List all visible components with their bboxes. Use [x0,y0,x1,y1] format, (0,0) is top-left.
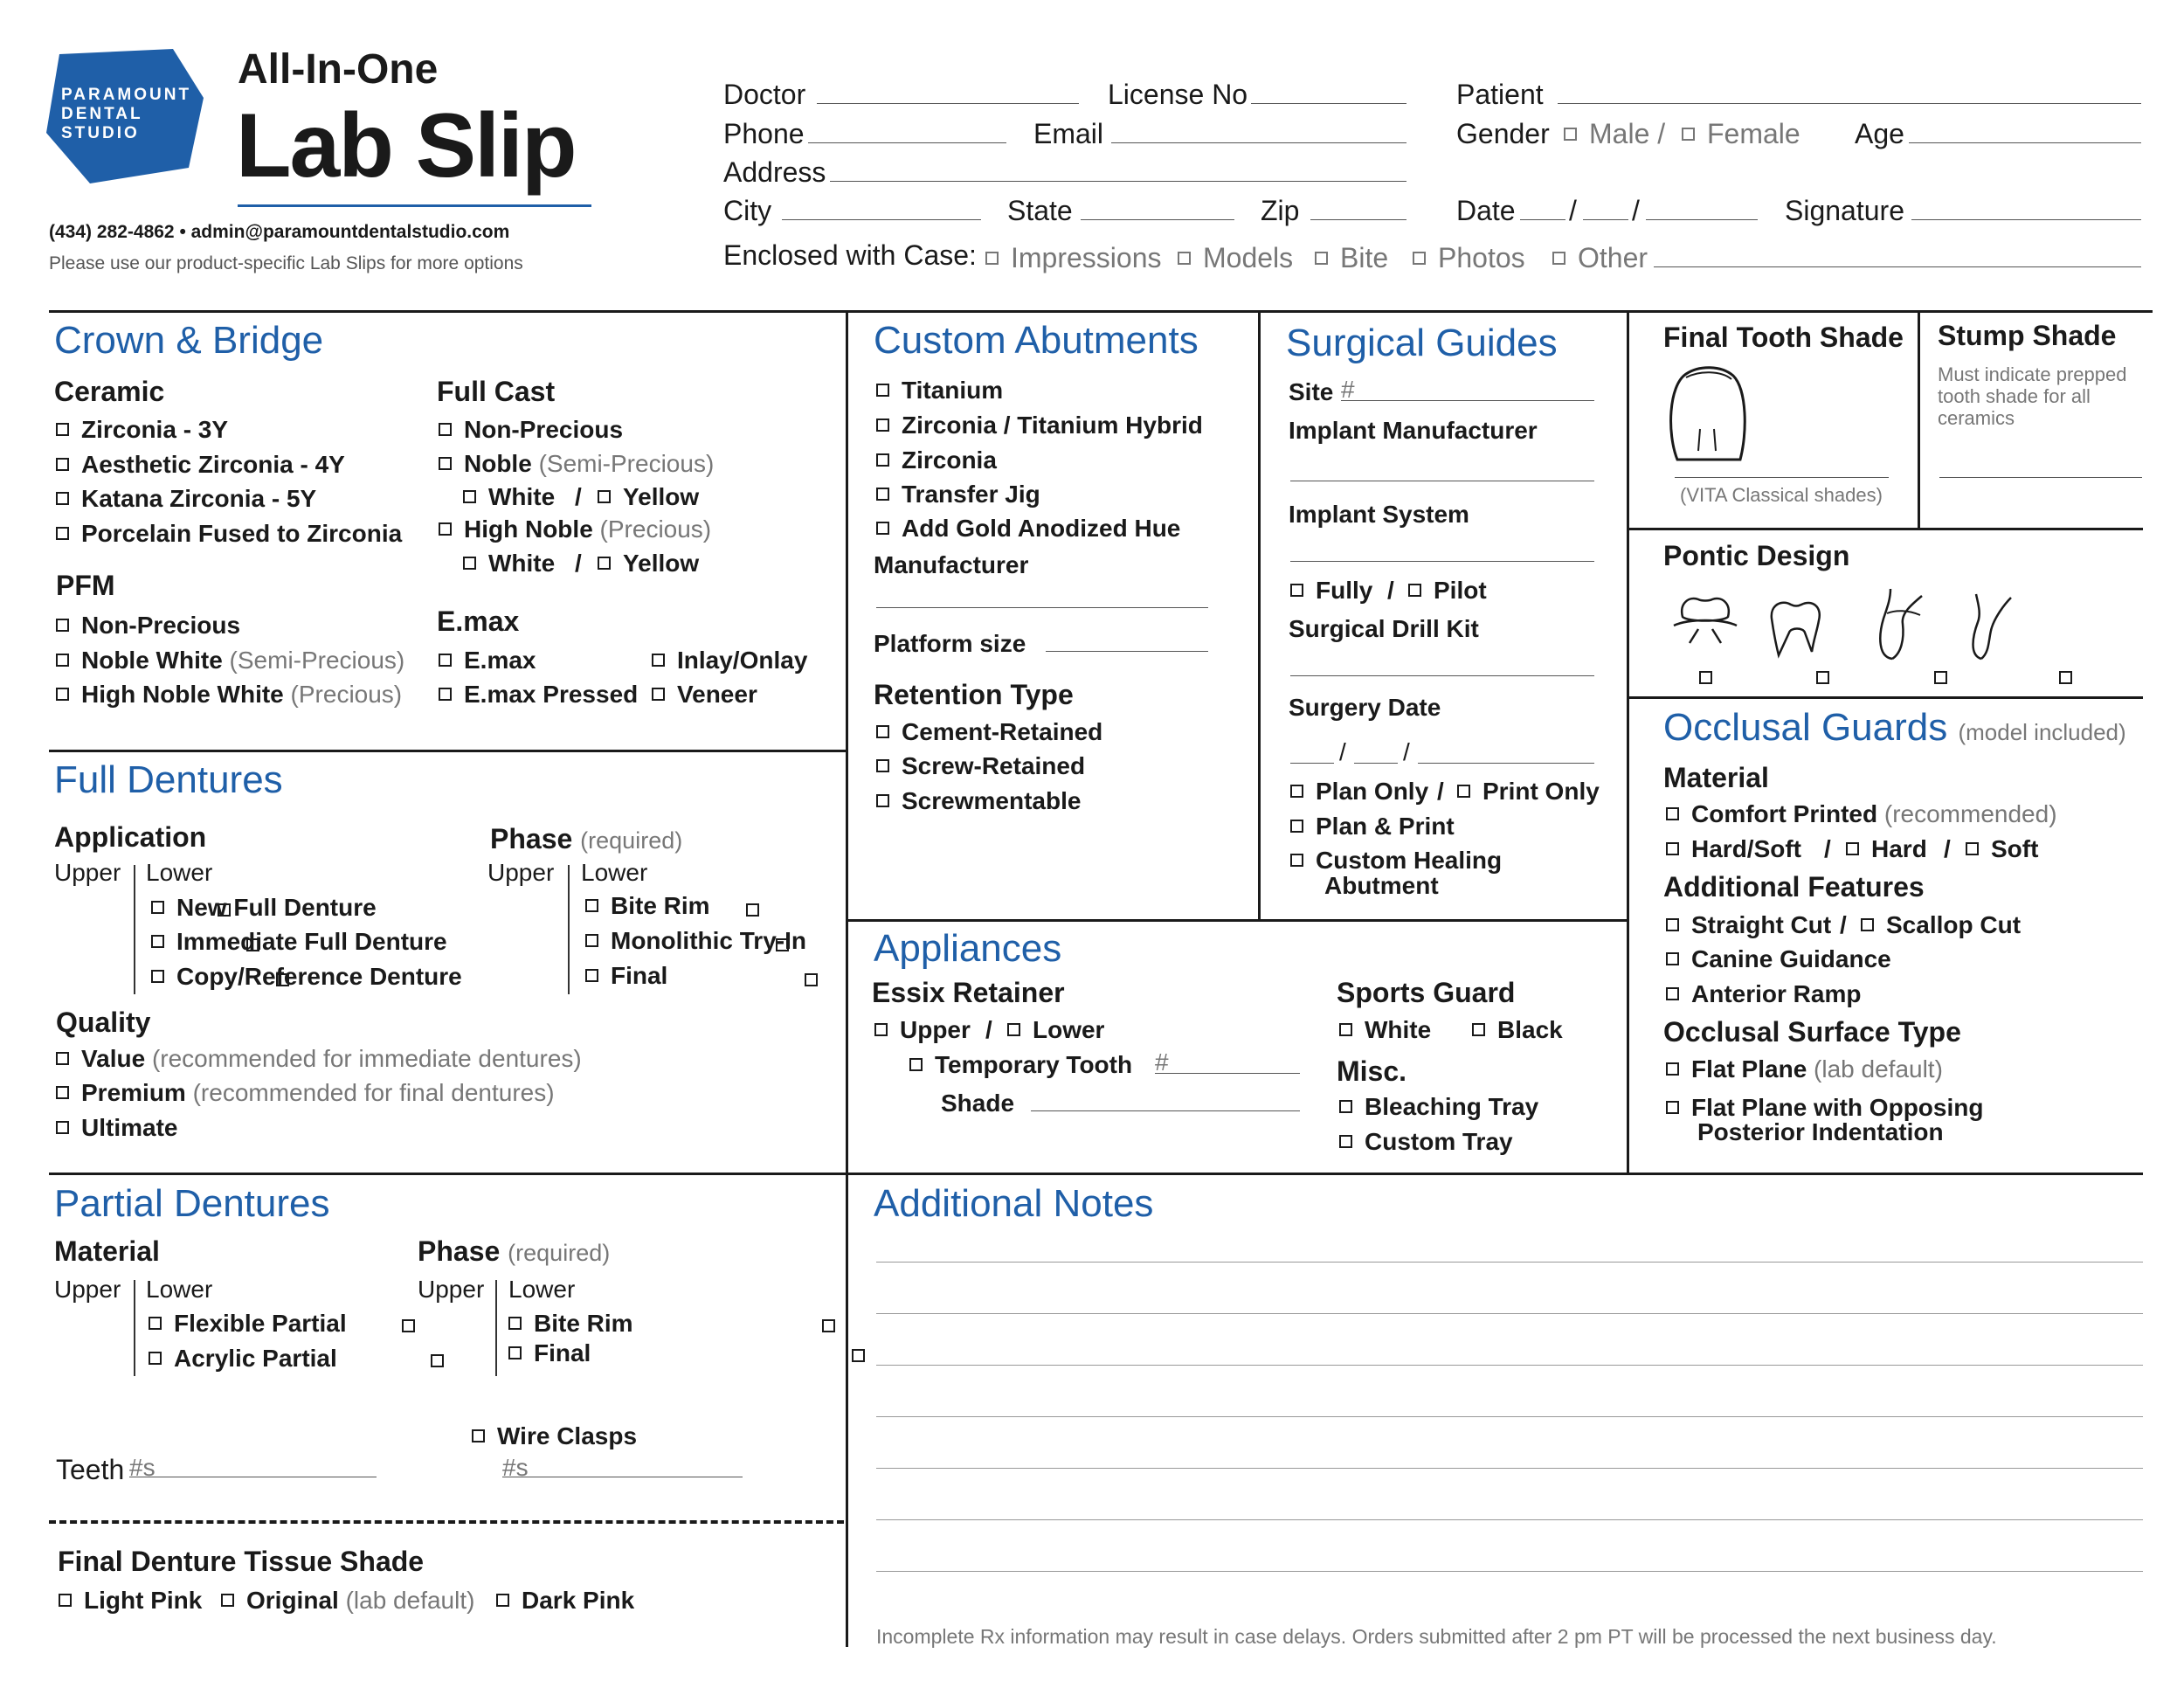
option-plan-only[interactable]: Plan Only [1290,778,1428,806]
option-veneer[interactable]: Veneer [652,681,757,709]
slash: / [575,483,582,510]
surgery-year-field[interactable] [1418,763,1594,764]
flat-opposing-line2: Posterior Indentation [1697,1118,1944,1145]
option-comfort-printed[interactable]: Comfort Printed (recommended) [1666,800,2057,828]
custom-healing-line2: Abutment [1324,872,1439,899]
option-high-noble-yellow[interactable]: Yellow [598,550,699,578]
license-label: License No [1108,79,1248,110]
slash: / [1840,911,1847,938]
signature-field[interactable] [1911,219,2141,220]
manufacturer-label: Manufacturer [874,551,1029,578]
ceramic-heading: Ceramic [54,376,165,407]
option-pfz[interactable]: Porcelain Fused to Zirconia [56,520,402,548]
phone-field[interactable] [808,142,1006,143]
crown-bridge-title: Crown & Bridge [54,319,324,362]
slash: / [1437,778,1444,805]
phase-heading: Phase (required) [418,1235,611,1267]
notes-line[interactable] [876,1365,2143,1366]
option-high-noble-white-pfm[interactable]: High Noble White (Precious) [56,681,402,709]
column-divider [134,1280,135,1376]
application-heading: Application [54,821,207,853]
option-noble-white[interactable]: White [463,483,555,511]
phase-heading: Phase (required) [490,823,683,854]
option-noble-yellow[interactable]: Yellow [598,483,699,511]
option-bleaching-tray[interactable]: Bleaching Tray [1339,1093,1538,1121]
site-field[interactable] [1341,400,1594,401]
option-scallop-cut[interactable]: Scallop Cut [1861,911,2021,939]
option-final[interactable]: Final [585,962,667,990]
city-field[interactable] [782,219,981,220]
zip-label: Zip [1261,195,1300,226]
occlusal-surface-heading: Occlusal Surface Type [1663,1016,1961,1048]
partial-dentures-title: Partial Dentures [54,1182,330,1225]
option-print-only[interactable]: Print Only [1457,778,1600,806]
state-field[interactable] [1081,219,1234,220]
city-label: City [723,195,772,226]
date-sep: / [1403,738,1410,765]
additional-notes-title: Additional Notes [874,1182,1154,1225]
option-high-noble-white[interactable]: White [463,550,555,578]
pontic-ridge-lap-checkbox[interactable] [1934,671,1947,684]
option-copy-denture[interactable]: Copy/Reference Denture [151,963,462,991]
dashed-divider [49,1520,844,1524]
title-small: All-In-One [238,46,439,93]
enclosed-other[interactable]: Other [1552,242,1648,274]
implant-manufacturer-label: Implant Manufacturer [1289,417,1538,444]
date-sep-1: / [1569,195,1577,226]
grid-divider-surgical [1258,310,1261,922]
option-partial-final[interactable]: Final [508,1339,591,1367]
vita-note: (VITA Classical shades) [1680,484,1883,506]
option-inlay-onlay[interactable]: Inlay/Onlay [652,647,807,675]
material-heading: Material [1663,762,1769,793]
option-pilot[interactable]: Pilot [1408,577,1487,605]
option-soft[interactable]: Soft [1966,835,2038,863]
grid-divider-main [846,310,848,1647]
enclosed-models[interactable]: Models [1178,242,1293,274]
option-canine-guidance[interactable]: Canine Guidance [1666,945,1891,973]
surgery-date-label: Surgery Date [1289,694,1441,721]
option-zirconia-ti-hybrid[interactable]: Zirconia / Titanium Hybrid [876,412,1203,439]
state-label: State [1007,195,1073,226]
patient-label: Patient [1456,79,1544,110]
option-zirconia-3y[interactable]: Zirconia - 3Y [56,416,228,444]
grid-top-rule [49,310,2153,313]
teeth-hash: #s [129,1454,156,1481]
slash: / [1824,835,1831,862]
temp-tooth-field[interactable] [1155,1073,1300,1074]
option-dark-pink[interactable]: Dark Pink [496,1587,634,1615]
slash: / [1387,577,1394,604]
lower-label: Lower [508,1276,576,1303]
patient-field[interactable] [1558,103,2141,104]
stump-shade-field[interactable] [1939,477,2142,478]
grid-rule-crown [49,750,846,752]
upper-checkbox-bite-rim[interactable] [746,903,759,917]
appliances-title: Appliances [874,927,1062,970]
enclosed-impressions[interactable]: Impressions [985,242,1162,274]
pontic-ridge-lap-icon [1866,584,1927,662]
occlusal-guards-title: Occlusal Guards (model included) [1663,706,2126,749]
option-value[interactable]: Value (recommended for immediate dentures) [56,1045,582,1073]
full-cast-heading: Full Cast [437,376,556,407]
notes-line[interactable] [876,1416,2143,1417]
upper-label: Upper [54,1276,121,1303]
option-katana-zirconia[interactable]: Katana Zirconia - 5Y [56,485,316,513]
address-field[interactable] [830,181,1406,182]
upper-checkbox-flexible[interactable] [402,1319,415,1332]
notes-line[interactable] [876,1313,2143,1314]
option-partial-bite-rim[interactable]: Bite Rim [508,1310,633,1338]
option-gold-anodized[interactable]: Add Gold Anodized Hue [876,515,1180,543]
column-divider [134,865,135,994]
option-transfer-jig[interactable]: Transfer Jig [876,481,1040,508]
enclosed-photos[interactable]: Photos [1413,242,1525,274]
notes-line[interactable] [876,1262,2143,1263]
upper-label: Upper [487,859,555,886]
option-anterior-ramp[interactable]: Anterior Ramp [1666,980,1861,1008]
option-high-noble[interactable]: High Noble (Precious) [439,515,711,543]
option-sports-black[interactable]: Black [1472,1016,1563,1044]
option-temporary-tooth[interactable]: Temporary Tooth [909,1051,1132,1079]
option-acrylic-partial[interactable]: Acrylic Partial [149,1345,337,1373]
notes-line[interactable] [876,1468,2143,1469]
option-original[interactable]: Original (lab default) [221,1587,474,1615]
notes-line[interactable] [876,1571,2143,1572]
age-label: Age [1855,118,1904,149]
grid-rule-lower [49,1173,2143,1175]
slash: / [575,550,582,577]
option-aesthetic-zirconia[interactable]: Aesthetic Zirconia - 4Y [56,451,345,479]
license-field[interactable] [1251,103,1406,104]
option-hard[interactable]: Hard [1846,835,1927,863]
date-sep: / [1339,738,1346,765]
tooth-shade-field[interactable] [1675,477,1889,478]
custom-abutments-title: Custom Abutments [874,319,1199,362]
option-zirconia-abutment[interactable]: Zirconia [876,446,997,474]
enclosed-other-field[interactable] [1654,266,2141,267]
date-sep-2: / [1632,195,1640,226]
essix-retainer-heading: Essix Retainer [872,977,1065,1008]
phone-label: Phone [723,118,805,149]
option-noble[interactable]: Noble (Semi-Precious) [439,450,714,478]
option-hard-soft[interactable]: Hard/Soft [1666,835,1801,863]
additional-features-heading: Additional Features [1663,871,1925,903]
pontic-design-heading: Pontic Design [1663,540,1850,571]
tooth-icon [1660,363,1756,468]
upper-checkbox-final[interactable] [805,973,818,986]
shade-label: Shade [941,1090,1015,1117]
date-month-field[interactable] [1520,219,1565,220]
option-essix-upper[interactable]: Upper [874,1016,971,1044]
pontic-modified-ridge-icon [1765,598,1826,661]
option-light-pink[interactable]: Light Pink [59,1587,202,1615]
pontic-modified-ridge-checkbox[interactable] [1816,671,1829,684]
drill-kit-label: Surgical Drill Kit [1289,615,1479,642]
option-flat-plane-opposing[interactable]: Flat Plane with Opposing [1666,1094,1983,1122]
option-custom-tray[interactable]: Custom Tray [1339,1128,1513,1156]
doctor-field[interactable] [817,103,1079,104]
option-sports-white[interactable]: White [1339,1016,1431,1044]
quality-heading: Quality [56,1007,151,1038]
pontic-ovate-icon [1670,591,1740,657]
option-custom-healing[interactable]: Custom Healing [1290,847,1502,875]
teeth-label: Teeth [56,1454,125,1485]
grid-rule-pontic [1627,696,2143,699]
pontic-sanitary-icon [1962,587,2015,662]
platform-size-field[interactable] [1046,651,1208,652]
option-ultimate[interactable]: Ultimate [56,1114,177,1142]
final-tooth-shade-heading: Final Tooth Shade [1663,322,1904,353]
date-year-field[interactable] [1646,219,1758,220]
tissue-shade-heading: Final Denture Tissue Shade [58,1546,425,1577]
lower-label: Lower [146,859,213,886]
option-immediate-full-denture[interactable]: Immediate Full Denture [151,928,447,956]
option-monolithic-try-in[interactable]: Monolithic Try-In [585,927,806,955]
zip-field[interactable] [1310,219,1406,220]
date-day-field[interactable] [1583,219,1628,220]
option-flexible-partial[interactable]: Flexible Partial [149,1310,347,1338]
upper-label: Upper [418,1276,485,1303]
surgery-month-field[interactable] [1290,763,1334,764]
page-title: Lab Slip [236,95,576,197]
pfm-heading: PFM [56,570,115,601]
option-cement-retained[interactable]: Cement-Retained [876,718,1102,746]
title-rule [238,204,591,207]
address-label: Address [723,156,826,188]
upper-checkbox-partial-bite-rim[interactable] [822,1319,835,1332]
surgery-day-field[interactable] [1354,763,1398,764]
doctor-label: Doctor [723,79,806,110]
age-field[interactable] [1909,142,2141,143]
gender-male-option[interactable]: Male / [1564,118,1665,150]
option-flat-plane[interactable]: Flat Plane (lab default) [1666,1055,1943,1083]
option-premium[interactable]: Premium (recommended for final dentures) [56,1079,555,1107]
implant-system-label: Implant System [1289,501,1469,528]
gender-female-option[interactable]: Female [1682,118,1800,150]
contact-note: Please use our product-specific Lab Slips for more options [49,253,523,273]
grid-divider-shade [1918,310,1920,529]
upper-label: Upper [54,859,121,886]
email-field[interactable] [1111,142,1406,143]
pontic-sanitary-checkbox[interactable] [2059,671,2072,684]
material-heading: Material [54,1235,160,1267]
option-wire-clasps[interactable]: Wire Clasps [472,1422,637,1450]
full-dentures-title: Full Dentures [54,758,283,801]
platform-size-label: Platform size [874,630,1026,657]
contact-info: (434) 282-4862 • admin@paramountdentalstudio.com [49,222,510,242]
option-screw-retained[interactable]: Screw-Retained [876,752,1085,780]
sports-guard-heading: Sports Guard [1337,977,1516,1008]
logo-text: PARAMOUNT DENTAL STUDIO [61,86,192,142]
column-divider [495,1280,497,1376]
shade-field[interactable] [1031,1110,1300,1111]
lower-label: Lower [581,859,648,886]
option-bite-rim[interactable]: Bite Rim [585,892,710,920]
notes-line[interactable] [876,1519,2143,1520]
misc-heading: Misc. [1337,1055,1407,1087]
slash: / [985,1016,992,1043]
option-titanium[interactable]: Titanium [876,377,1003,405]
option-emax-pressed[interactable]: E.max Pressed [439,681,638,709]
temp-tooth-hash: # [1155,1048,1169,1076]
emax-heading: E.max [437,605,520,637]
manufacturer-field[interactable] [876,607,1208,608]
option-fully[interactable]: Fully [1290,577,1372,605]
footer-disclaimer: Incomplete Rx information may result in case delays. Orders submitted after 2 pm PT will be processed the next business day. [876,1625,1997,1648]
option-straight-cut[interactable]: Straight Cut [1666,911,1831,939]
option-full-cast-non-precious[interactable]: Non-Precious [439,416,623,444]
option-screwmentable[interactable]: Screwmentable [876,787,1081,815]
pontic-ovate-checkbox[interactable] [1699,671,1712,684]
option-essix-lower[interactable]: Lower [1007,1016,1104,1044]
grid-rule-appliances [846,919,1627,922]
upper-checkbox-partial-final[interactable] [852,1349,865,1362]
date-label: Date [1456,195,1516,226]
grid-divider-right [1627,310,1629,1175]
site-label: Site [1289,378,1334,405]
grid-rule-shade [1627,528,2143,530]
enclosed-label: Enclosed with Case: [723,239,977,271]
site-hash: # [1341,376,1355,403]
option-emax[interactable]: E.max [439,647,536,675]
wire-clasps-hash: #s [502,1454,529,1481]
option-plan-print[interactable]: Plan & Print [1290,813,1455,841]
surgical-guides-title: Surgical Guides [1286,322,1558,364]
stump-shade-note: Must indicate prepped tooth shade for all ceramics [1938,363,2127,429]
option-new-full-denture[interactable]: New Full Denture [151,894,377,922]
lower-label: Lower [146,1276,213,1303]
gender-label: Gender [1456,118,1550,149]
column-divider [568,865,570,994]
drill-kit-field[interactable] [1290,675,1594,676]
enclosed-bite[interactable]: Bite [1315,242,1388,274]
upper-checkbox-acrylic[interactable] [431,1354,444,1367]
option-pfm-non-precious[interactable]: Non-Precious [56,612,240,640]
stump-shade-heading: Stump Shade [1938,320,2117,351]
implant-system-field[interactable] [1290,561,1594,562]
slash: / [1944,835,1951,862]
signature-label: Signature [1785,195,1904,226]
retention-type-heading: Retention Type [874,679,1074,710]
option-noble-white-pfm[interactable]: Noble White (Semi-Precious) [56,647,404,675]
email-label: Email [1033,118,1104,149]
